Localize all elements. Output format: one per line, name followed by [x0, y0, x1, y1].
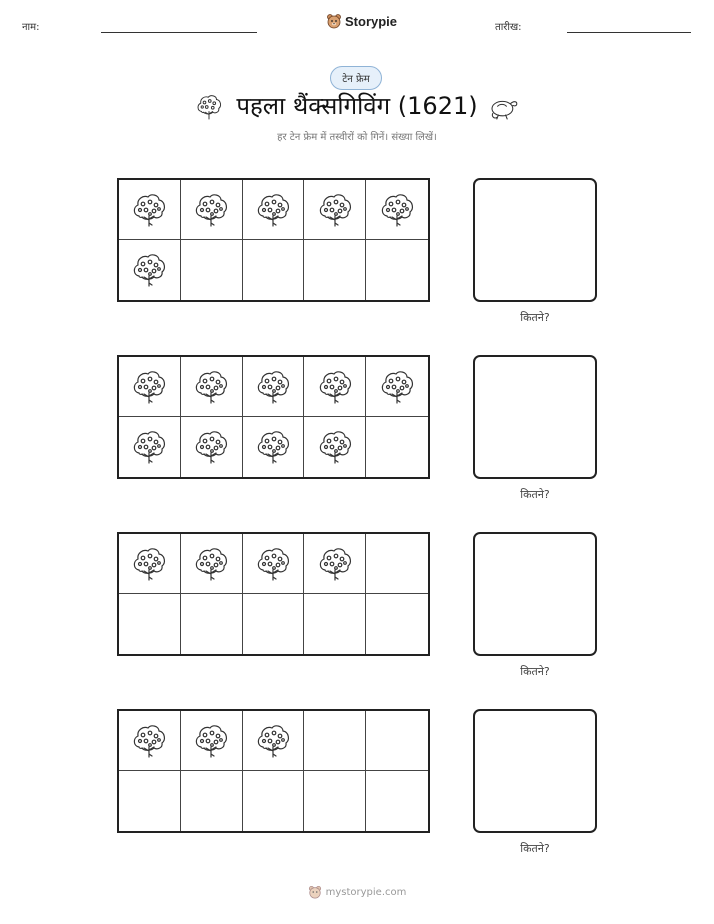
- ten-frame-cell: [119, 771, 181, 831]
- ten-frame-cell: [243, 357, 305, 417]
- answer-box-3[interactable]: [473, 532, 597, 656]
- tree-icon: [315, 190, 355, 230]
- tree-icon: [191, 427, 231, 467]
- ten-frame-cell: [366, 594, 428, 654]
- ten-frame-3: [117, 532, 430, 656]
- tree-icon: [377, 367, 417, 407]
- bear-icon: [308, 885, 322, 899]
- ten-frame-cell: [304, 594, 366, 654]
- ten-frame-cell: [119, 711, 181, 771]
- tree-icon: [129, 367, 169, 407]
- ten-frame-4: [117, 709, 430, 833]
- ten-frame-cell: [304, 534, 366, 594]
- brand-name: Storypie: [345, 13, 398, 29]
- footer-site: mystorypie.com: [325, 886, 407, 898]
- ten-frame-cell: [304, 240, 366, 300]
- tree-icon: [191, 190, 231, 230]
- ten-frame-cell: [181, 711, 243, 771]
- how-many-label-3: कितने?: [520, 665, 550, 678]
- tree-icon: [253, 427, 293, 467]
- ten-frame-cell: [366, 357, 428, 417]
- ten-frame-cell: [181, 594, 243, 654]
- ten-frame-cell: [181, 240, 243, 300]
- answer-box-4[interactable]: [473, 709, 597, 833]
- footer: [0, 885, 714, 899]
- ten-frame-cell: [304, 417, 366, 477]
- ten-frame-cell: [243, 711, 305, 771]
- ten-frame-cell: [366, 417, 428, 477]
- ten-frame-cell: [243, 240, 305, 300]
- tree-icon: [377, 190, 417, 230]
- ten-frame-cell: [119, 357, 181, 417]
- how-many-label-2: कितने?: [520, 488, 550, 501]
- how-many-label-4: कितने?: [520, 842, 550, 855]
- ten-frame-cell: [243, 417, 305, 477]
- tree-icon: [253, 190, 293, 230]
- name-line[interactable]: [101, 32, 257, 33]
- ten-frame-cell: [243, 771, 305, 831]
- turkey-icon: [488, 92, 520, 122]
- ten-frame-cell: [366, 240, 428, 300]
- ten-frame-cell: [181, 417, 243, 477]
- ten-frame-cell: [181, 771, 243, 831]
- ten-frame-cell: [119, 240, 181, 300]
- ten-frame-cell: [304, 180, 366, 240]
- brand-logo: [326, 13, 397, 29]
- tree-icon: [191, 367, 231, 407]
- ten-frame-1: [117, 178, 430, 302]
- tree-icon: [191, 544, 231, 584]
- ten-frame-cell: [366, 534, 428, 594]
- tree-icon: [191, 721, 231, 761]
- ten-frame-cell: [304, 711, 366, 771]
- tree-icon: [129, 721, 169, 761]
- ten-frame-cell: [181, 180, 243, 240]
- topic-badge: टेन फ्रेम: [330, 66, 382, 90]
- tree-icon: [315, 367, 355, 407]
- ten-frame-cell: [366, 771, 428, 831]
- ten-frame-cell: [119, 594, 181, 654]
- ten-frame-cell: [181, 357, 243, 417]
- ten-frame-cell: [181, 534, 243, 594]
- ten-frame-cell: [243, 534, 305, 594]
- tree-icon: [315, 427, 355, 467]
- how-many-label-1: कितने?: [520, 311, 550, 324]
- date-label: तारीख:: [495, 22, 522, 33]
- ten-frame-cell: [366, 180, 428, 240]
- tree-icon: [253, 544, 293, 584]
- tree-icon: [129, 250, 169, 290]
- tree-icon: [253, 367, 293, 407]
- ten-frame-cell: [304, 357, 366, 417]
- tree-icon: [129, 544, 169, 584]
- ten-frame-cell: [304, 771, 366, 831]
- instructions: हर टेन फ्रेम में तस्वीरों को गिनें। संख्या लिखें।: [277, 132, 437, 143]
- tree-icon: [315, 544, 355, 584]
- ten-frame-cell: [366, 711, 428, 771]
- ten-frame-cell: [119, 417, 181, 477]
- ten-frame-cell: [119, 534, 181, 594]
- ten-frame-cell: [243, 180, 305, 240]
- ten-frame-cell: [243, 594, 305, 654]
- tree-icon: [129, 427, 169, 467]
- answer-box-1[interactable]: [473, 178, 597, 302]
- ten-frame-cell: [119, 180, 181, 240]
- date-line[interactable]: [567, 32, 691, 33]
- tree-icon: [253, 721, 293, 761]
- ten-frame-2: [117, 355, 430, 479]
- page-title: पहला थैंक्सगिविंग (1621): [236, 92, 478, 120]
- tree-icon: [129, 190, 169, 230]
- answer-box-2[interactable]: [473, 355, 597, 479]
- bear-icon: [326, 13, 342, 29]
- name-label: नाम:: [22, 22, 40, 33]
